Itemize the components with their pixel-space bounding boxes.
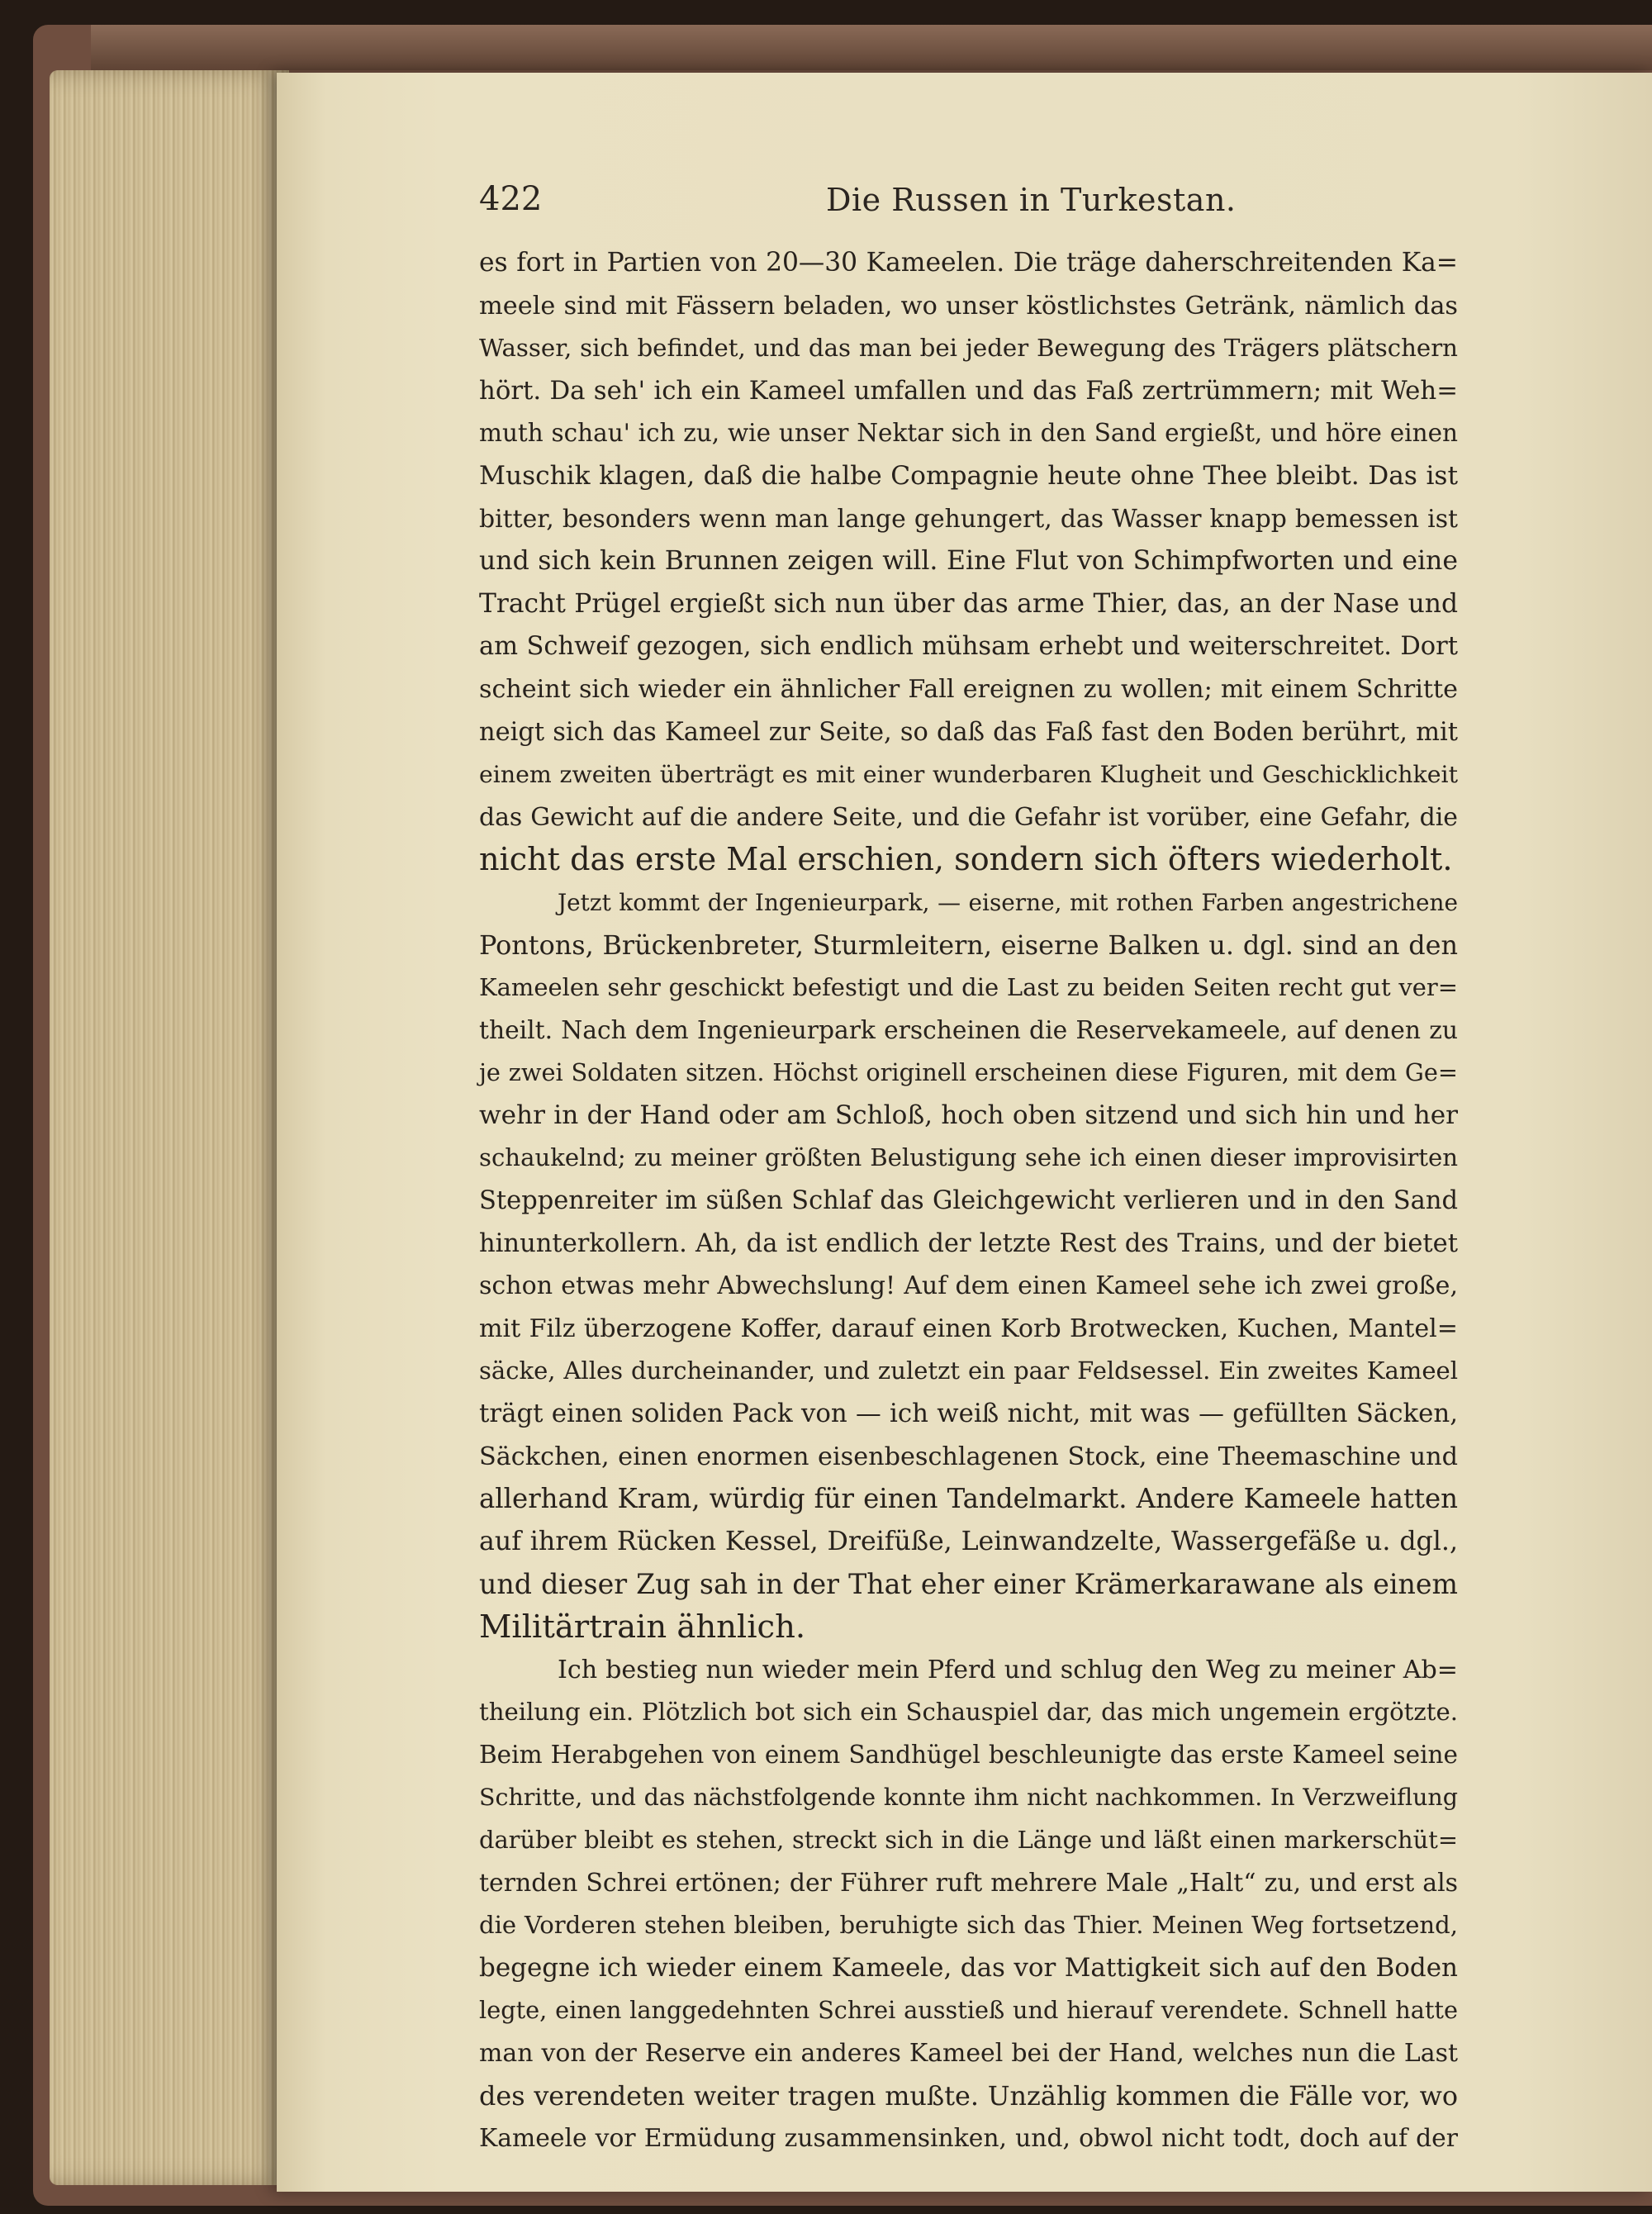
text-line: schon etwas mehr Abwechslung! Auf dem einen Kameel sehe ich zwei große, [479, 1271, 1458, 1301]
text-line: ternden Schrei ertönen; der Führer ruft mehrere Male „Halt“ zu, und erst als [479, 1868, 1458, 1898]
text-line: theilt. Nach dem Ingenieurpark erscheinen die Reservekameele, auf denen zu [479, 1015, 1458, 1045]
book-page [277, 73, 1652, 2192]
text-line: muth schau' ich zu, wie unser Nektar sich in den Sand ergießt, und höre einen [479, 419, 1458, 448]
text-line: meele sind mit Fässern beladen, wo unser köstlichstes Getränk, nämlich das [479, 291, 1458, 321]
text-line: schaukelnd; zu meiner größten Belustigung sehe ich einen dieser improvisirten [479, 1143, 1458, 1172]
text-line: theilung ein. Plötzlich bot sich ein Schauspiel dar, das mich ungemein ergötzte. [479, 1698, 1458, 1727]
text-line: am Schweif gezogen, sich endlich mühsam erhebt und weiterschreitet. Dort [479, 632, 1458, 662]
text-line: hört. Da seh' ich ein Kameel umfallen und das Faß zertrümmern; mit Weh= [479, 375, 1458, 406]
text-line: legte, einen langgedehnten Schrei ausstieß und hierauf verendete. Schnell hatte [479, 1996, 1458, 2025]
text-line: Muschik klagen, daß die halbe Compagnie heute ohne Thee bleibt. Das ist [479, 460, 1458, 491]
running-title: Die Russen in Turkestan. [826, 182, 1237, 218]
text-line: und sich kein Brunnen zeigen will. Eine Flut von Schimpfworten und eine [479, 546, 1458, 577]
text-line: es fort in Partien von 20—30 Kameelen. Die träge daherschreitenden Ka= [479, 248, 1458, 278]
body-text [479, 242, 1458, 2160]
text-line: Tracht Prügel ergießt sich nun über das arme Thier, das, an der Nase und [479, 588, 1458, 619]
page-number: 422 [479, 180, 543, 218]
text-line: neigt sich das Kameel zur Seite, so daß das Faß fast den Boden berührt, mit [479, 717, 1458, 747]
text-line: scheint sich wieder ein ähnlicher Fall ereignen zu wollen; mit einem Schritte [479, 674, 1458, 704]
page-edges [50, 70, 289, 2185]
text-line: Kameelen sehr geschickt befestigt und die Last zu beiden Seiten recht gut ver= [479, 973, 1458, 1002]
text-line: Jetzt kommt der Ingenieurpark, — eiserne, mit rothen Farben angestrichene [558, 888, 1458, 916]
text-line: das Gewicht auf die andere Seite, und die Gefahr ist vorüber, eine Gefahr, die [479, 802, 1458, 832]
text-line: hinunterkollern. Ah, da ist endlich der letzte Rest des Trains, und der bietet [479, 1228, 1458, 1258]
text-line: Säckchen, einen enormen eisenbeschlagenen Stock, eine Theemaschine und [479, 1442, 1458, 1471]
text-line: auf ihrem Rücken Kessel, Dreifüße, Leinwandzelte, Wassergefäße u. dgl., [479, 1526, 1458, 1556]
text-line: Kameele vor Ermüdung zusammensinken, und, obwol nicht todt, doch auf der [479, 2124, 1458, 2154]
text-line: Wasser, sich befindet, und das man bei jeder Bewegung des Trägers plätschern [479, 334, 1458, 363]
text-line: nicht das erste Mal erschien, sondern sich öfters wiederholt. [479, 841, 1453, 878]
text-line: Schritte, und das nächstfolgende konnte ihm nicht nachkommen. In Verzweiflung [479, 1784, 1458, 1812]
text-line: des verendeten weiter tragen mußte. Unzählig kommen die Fälle vor, wo [479, 2079, 1458, 2112]
text-line: einem zweiten überträgt es mit einer wunderbaren Klugheit und Geschicklichkeit [479, 761, 1458, 789]
text-line: Steppenreiter im süßen Schlaf das Gleichgewicht verlieren und in den Sand [479, 1186, 1458, 1216]
text-line: die Vorderen stehen bleiben, beruhigte sich das Thier. Meinen Weg fortsetzend, [479, 1911, 1458, 1940]
text-line: und dieser Zug sah in der That eher einer Krämerkarawane als einem [479, 1568, 1458, 1601]
page-header [479, 180, 1454, 230]
text-line: Beim Herabgehen von einem Sandhügel beschleunigte das erste Kameel seine [479, 1740, 1458, 1769]
text-line: Pontons, Brückenbreter, Sturmleitern, eiserne Balken u. dgl. sind an den [479, 929, 1458, 961]
text-line: je zwei Soldaten sitzen. Höchst originell erscheinen diese Figuren, mit dem Ge= [479, 1058, 1458, 1087]
book-cover-top-edge [91, 25, 1652, 70]
text-line: mit Filz überzogene Koffer, darauf einen Korb Brotwecken, Kuchen, Mantel= [479, 1314, 1458, 1343]
text-line: säcke, Alles durcheinander, und zuletzt ein paar Feldsessel. Ein zweites Kameel [479, 1356, 1458, 1385]
text-line: Ich bestieg nun wieder mein Pferd und schlug den Weg zu meiner Ab= [558, 1655, 1458, 1684]
text-line: allerhand Kram, würdig für einen Tandelmarkt. Andere Kameele hatten [479, 1483, 1458, 1515]
text-line: trägt einen soliden Pack von — ich weiß nicht, mit was — gefüllten Säcken, [479, 1399, 1458, 1429]
text-line: Militärtrain ähnlich. [479, 1608, 806, 1646]
text-line: man von der Reserve ein anderes Kameel bei der Hand, welches nun die Last [479, 2038, 1458, 2068]
text-line: darüber bleibt es stehen, streckt sich in die Länge und läßt einen markerschüt= [479, 1825, 1458, 1854]
text-line: bitter, besonders wenn man lange gehungert, das Wasser knapp bemessen ist [479, 504, 1458, 534]
text-line: wehr in der Hand oder am Schloß, hoch oben sitzend und sich hin und her [479, 1100, 1458, 1130]
text-line: begegne ich wieder einem Kameele, das vor Mattigkeit sich auf den Boden [479, 1952, 1458, 1983]
